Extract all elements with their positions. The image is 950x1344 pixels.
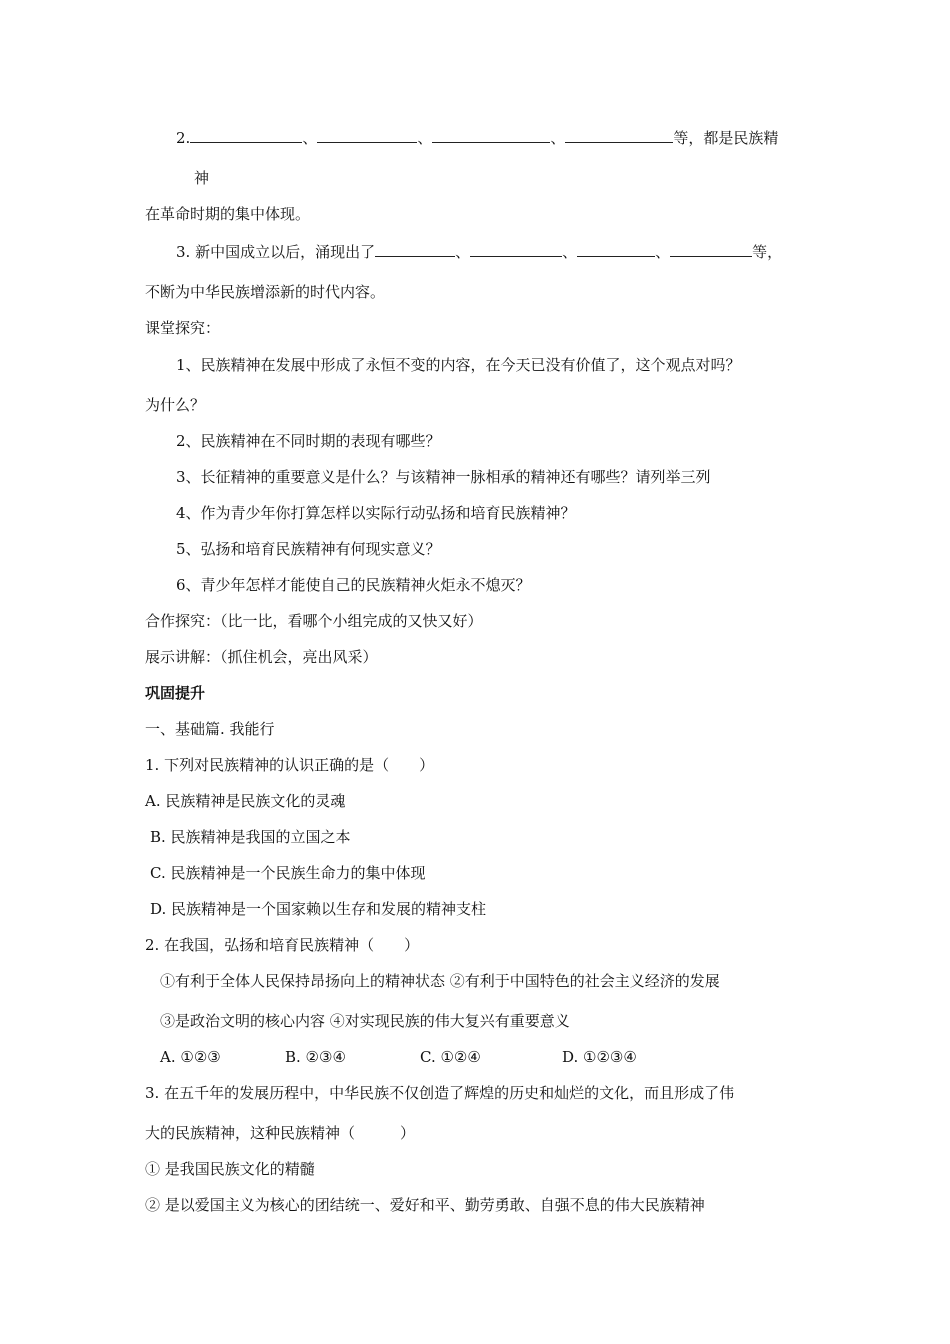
explore-question: 2、民族精神在不同时期的表现有哪些？ (176, 432, 441, 450)
section-heading: 一、基础篇. 我能行 (145, 720, 275, 738)
choice-option: A. 民族精神是民族文化的灵魂 (145, 792, 346, 810)
explore-question-cont: 为什么？ (145, 396, 206, 414)
choice-statement: ③是政治文明的核心内容 ④对实现民族的伟大复兴有重要意义 (160, 1012, 570, 1030)
choice-statement: ② 是以爱国主义为核心的团结统一、爱好和平、勤劳勇敢、自强不息的伟大民族精神 (145, 1196, 705, 1214)
answer-blank[interactable] (577, 240, 655, 257)
explore-question: 3、长征精神的重要意义是什么？与该精神一脉相承的精神还有哪些？请列举三列 (176, 468, 711, 486)
choice-option: D. 民族精神是一个国家赖以生存和发展的精神支柱 (150, 900, 487, 918)
answer-blank[interactable] (317, 126, 417, 143)
answer-blank[interactable] (470, 240, 562, 257)
choice-question-cont: 大的民族精神，这种民族精神（ ） (145, 1124, 416, 1142)
answer-blank[interactable] (432, 126, 550, 143)
choice-option: B. 民族精神是我国的立国之本 (150, 828, 351, 846)
answer-blank[interactable] (670, 240, 752, 257)
fill-question-2: 2. 、 、 、 等，都是民族精 (176, 126, 778, 148)
choice-question: 3. 在五千年的发展历程中，中华民族不仅创造了辉煌的历史和灿烂的文化，而且形成了伟 (145, 1084, 735, 1102)
section-heading: 展示讲解：（抓住机会，亮出风采） (145, 648, 378, 666)
explore-question: 6、青少年怎样才能使自己的民族精神火炬永不熄灭？ (176, 576, 531, 594)
explore-question: 1、民族精神在发展中形成了永恒不变的内容，在今天已没有价值了，这个观点对吗？ (176, 356, 741, 374)
answer-blank[interactable] (375, 240, 455, 257)
fill-question-3-cont: 不断为中华民族增添新的时代内容。 (145, 283, 386, 301)
answer-blank[interactable] (565, 126, 673, 143)
section-heading: 合作探究：（比一比，看哪个小组完成的又快又好） (145, 612, 483, 630)
choice-question: 2. 在我国，弘扬和培育民族精神（ ） (145, 936, 420, 954)
choice-option: C. ①②④ (420, 1048, 481, 1066)
choice-option: A. ①②③ (160, 1048, 221, 1066)
choice-option: B. ②③④ (285, 1048, 346, 1066)
section-heading: 巩固提升 (145, 684, 206, 702)
explore-question: 4、作为青少年你打算怎样以实际行动弘扬和培育民族精神？ (176, 504, 576, 522)
fill-question-2-cont: 在革命时期的集中体现。 (145, 205, 311, 223)
choice-question: 1. 下列对民族精神的认识正确的是（ ） (145, 756, 435, 774)
section-heading: 课堂探究： (145, 319, 221, 337)
choice-option: D. ①②③④ (562, 1048, 637, 1066)
choice-statement: ①有利于全体人民保持昂扬向上的精神状态 ②有利于中国特色的社会主义经济的发展 (160, 972, 720, 990)
explore-question: 5、弘扬和培育民族精神有何现实意义？ (176, 540, 441, 558)
choice-option: C. 民族精神是一个民族生命力的集中体现 (150, 864, 426, 882)
answer-blank[interactable] (190, 126, 302, 143)
fill-question-3: 3. 新中国成立以后，涌现出了 、 、 、 等， (176, 240, 782, 262)
choice-statement: ① 是我国民族文化的精髓 (145, 1160, 315, 1178)
fill-question-2-wrap: 神 (194, 169, 210, 187)
